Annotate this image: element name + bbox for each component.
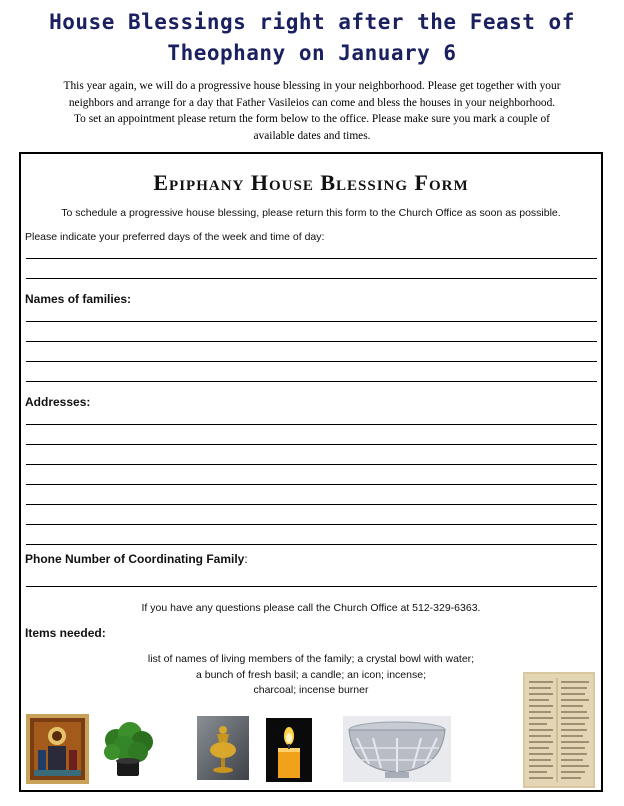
address-line[interactable] <box>26 464 597 465</box>
blessing-form <box>19 152 603 792</box>
items-line: list of names of living members of the family; a crystal bowl with water; <box>147 653 475 665</box>
intro-line: To set an appointment please return the form below to the office. Please make sure you mark a couple of <box>74 113 550 125</box>
candle-image <box>266 718 312 782</box>
phone-label <box>25 552 248 566</box>
addresses-label: Addresses: <box>25 395 91 409</box>
intro-line: neighbors and arrange for a day that Father Vasileios can come and bless the houses in your neighborhood. <box>68 96 556 109</box>
address-line[interactable] <box>26 504 597 505</box>
questions-note: If you have any questions please call the Church Office at 512-329-6363. <box>141 602 481 614</box>
intro-line: This year again, we will do a progressive house blessing in your neighborhood. Please get together with your <box>63 80 561 92</box>
form-instructions: To schedule a progressive house blessing, please return this form to the Church Office as soon as possible. <box>61 207 561 219</box>
families-line[interactable] <box>26 341 597 342</box>
phone-label-colon: : <box>244 552 248 566</box>
intro-paragraph <box>14 78 610 144</box>
families-line[interactable] <box>26 361 597 362</box>
items-line: a bunch of fresh basil; a candle; an icon; incense; <box>196 668 426 681</box>
address-line[interactable] <box>26 484 597 485</box>
days-line[interactable] <box>26 278 597 279</box>
names-list-image <box>523 672 595 788</box>
families-line[interactable] <box>26 381 597 382</box>
address-line[interactable] <box>26 524 597 525</box>
page-title-line2: Theophany on January 6 <box>167 41 457 65</box>
days-line[interactable] <box>26 258 597 259</box>
intro-line: available dates and times. <box>253 129 371 142</box>
address-line[interactable] <box>26 444 597 445</box>
items-list <box>21 652 601 699</box>
address-line[interactable] <box>26 544 597 545</box>
phone-label-text: Phone Number of Coordinating Family <box>25 552 245 566</box>
days-prompt: Please indicate your preferred days of the week and time of day: <box>25 231 325 243</box>
crystal-bowl-image <box>343 716 451 782</box>
phone-line[interactable] <box>26 586 597 587</box>
families-line[interactable] <box>26 321 597 322</box>
icon-painting-image <box>26 714 89 784</box>
families-label: Names of families: <box>25 292 132 306</box>
items-label: Items needed: <box>25 626 106 640</box>
items-line: charcoal; incense burner <box>253 684 369 696</box>
page-title-line1: House Blessings right after the Feast of <box>49 10 575 34</box>
basil-plant-image <box>100 720 156 780</box>
incense-burner-image <box>197 716 249 780</box>
address-line[interactable] <box>26 424 597 425</box>
form-title: Epiphany House Blessing Form <box>153 170 469 195</box>
